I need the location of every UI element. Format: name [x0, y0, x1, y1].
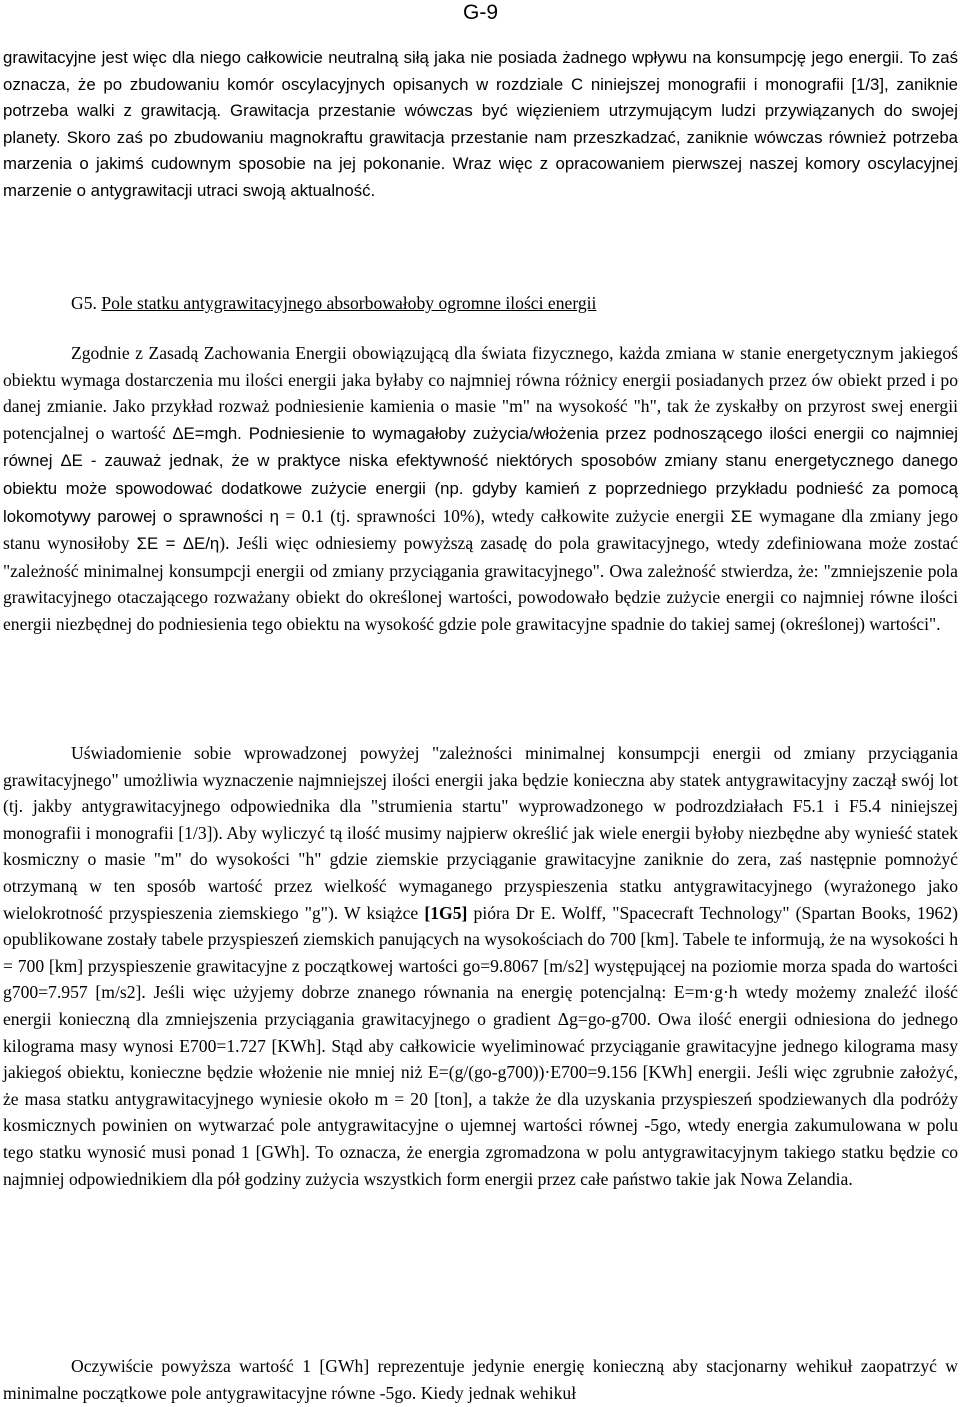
paragraph-2-text-c: ΔE - zauważ jednak, że w praktyce niska efektywność niektórych sposobów zmiany stanu energetycznego danego obiektu może spowodować dodatkowe zużycie energii (np. gdyby kamień z poprzedniego przykładu podnieść za pomocą lokomotywy parowej o sprawności — [3, 451, 958, 526]
paragraph-2-text-i: ). Jeśli więc odniesiemy powyższą zasadę do pola grawitacyjnego, wtedy zdefiniowana może zostać "zależność minimalnej konsumpcji energii od zmiany przyciągania grawitacyjnego". Owa zależność stwierdza, że: "zmniejszenie pola grawitacyjnego otaczającego rozważany obiekt do określonej wartości, powodowało będzie zużycie energii co najmniej równe ilości energii niezbędnej do podniesienia tego obiektu na wysokość gdzie pole grawitacyjne spadnie do takiej samej (określonej) wartości". — [3, 533, 958, 634]
section-heading — [71, 291, 596, 315]
paragraph-1 — [3, 45, 958, 204]
paragraph-2-text-a: Zgodnie z Zasadą Zachowania Energii obowiązującą dla świata fizycznego, każda zmiana w stanie energetycznym jakiegoś obiektu wymaga dostarczenia mu ilości energii jaka byłaby co najmniej równa różnicy energii posiadanych przez ów obiekt przed i po danej zmianie. Jako przykład rozważ podniesienie kamienia o masie "m" na wysokość "h", tak że zyskałby on przyrost swej energii potencjalnej o wartość — [3, 343, 958, 443]
paragraph-3 — [3, 740, 958, 1192]
sigma-e-symbol: ΣE — [730, 506, 753, 526]
eta-symbol: η — [269, 506, 279, 526]
paragraph-4 — [3, 1353, 958, 1406]
page-number: G-9 — [463, 1, 499, 24]
sum-formula: ΣE = ΔE/η — [136, 534, 220, 554]
paragraph-2-text-g: wymagane dla zmiany jego stanu wynosiłoby — [3, 505, 958, 554]
paragraph-2-text-b: ΔE=mgh. Podniesienie to wymagałoby zużycia/włożenia przez podnoszącego ilości energii co najmniej równej — [3, 423, 958, 471]
paragraph-3-text-b: pióra Dr E. Wolff, "Spacecraft Technology" (Spartan Books, 1962) opublikowane zostały tabele przyspieszeń ziemskich panujących na wysokościach do 700 [km]. Tabele te informują, że na wysokości h = 700 [km] przyspieszenie grawitacyjne z początkowej wartości go=9.8067 [m/s2] występującej na poziomie morza spada do wartości g700=7.957 [m/s2]. Jeśli więc użyjemy dobrze znanego równania na energię potencjalną: E=m·g·h wtedy możemy znaleźć ilość energii konieczną dla zmniejszenia przyciągania grawitacyjnego o gradient — [3, 902, 958, 1029]
paragraph-3-text-a: Uświadomienie sobie wprowadzonej powyżej "zależności minimalnej konsumpcji energii od zmiany przyciągania grawitacyjnego" umożliwia wyznaczenie najmniejszej ilości energii jaka będzie konieczna aby statek antygrawitacyjny zaczął swój lot (tj. jakby antygrawitacyjnego odpowiednika dla "strumienia startu" wyprowadzonego w podrozdziałach F5.1 i F5.4 niniejszej monografii i monografii [1/3]). Aby wyliczyć tą ilość musimy najpierw określić jak wiele energii byłoby niezbędne aby wynieść statek kosmiczny o masie "m" do wysokości "h" gdzie ziemskie przyciąganie grawitacyjne zaniknie do zera, zaś następnie pomnożyć otrzymaną w ten sposób wartość przez wielkość wymaganego przyspieszenia statku antygrawitacyjnego (wyrażonego jako wielokrotność przyspieszenia ziemskiego "g"). W książce — [3, 743, 958, 923]
paragraph-2-text-e: = 0.1 (tj. sprawności 10%), wtedy całkowite zużycie energii — [278, 505, 731, 526]
section-title: Pole statku antygrawitacyjnego absorbowałoby ogromne ilości energii — [101, 293, 597, 313]
section-number: G5. — [71, 293, 97, 313]
paragraph-1-text: grawitacyjne jest więc dla niego całkowicie neutralną siłą jaka nie posiada żadnego wpływu na konsumpcję jego energii. To zaś oznacza, że po zbudowaniu komór oscylacyjnych opisanych w rozdziale C niniejszej monografii i monografii [1/3], zaniknie potrzeba walki z grawitacją. Grawitacja przestanie wówczas być więzieniem utrzymującym ludzi przywiązanych do swojej planety. Skoro zaś po zbudowaniu magnokraftu grawitacja przestanie nam przeszkadzać, zaniknie wówczas również potrzeba marzenia o jakimś cudownym sposobie na jej pokonanie. Wraz więc z opracowaniem pierwszej naszej komory oscylacyjnej marzenie o antygrawitacji utraci swoją aktualność. — [3, 48, 958, 200]
paragraph-2 — [3, 340, 958, 638]
paragraph-3-text-c: Δg=go-g700. Owa ilość energii odniesiona do jednego kilograma masy wynosi E700=1.727 [KWh]. Stąd aby całkowicie wyeliminować przyciąganie grawitacyjne jednego kilograma masy jakiegoś obiektu, konieczne będzie włożenie nie mniej niż E=(g/(go-g700))·E700=9.156 [KWh] energii. Jeśli więc zgrubnie założyć, że masa statku antygrawitacyjnego wyniesie około m = 20 [ton], a także że dla uzyskania przyspieszeń spodziewanych dla podróży kosmicznych powinien on wytwarzać pole antygrawitacyjne o ujemnej wartości równej -5go, wtedy energia zakumulowana w polu tego statku wynosić musi ponad 1 [GWh]. To oznacza, że energia zgromadzona w polu antygrawitacyjnym takiego statku będzie co najmniej odpowiednikiem dla pół godziny zużycia wszystkich form energii przez całe państwo takie jak Nowa Zelandia. — [3, 1008, 959, 1189]
paragraph-4-text: Oczywiście powyższa wartość 1 [GWh] reprezentuje jedynie energię konieczną aby stacjonarny wehikuł zaopatrzyć w minimalne początkowe pole antygrawitacyjne równe -5go. Kiedy jednak wehikuł — [3, 1356, 958, 1403]
book-reference: [1G5] — [424, 902, 468, 923]
